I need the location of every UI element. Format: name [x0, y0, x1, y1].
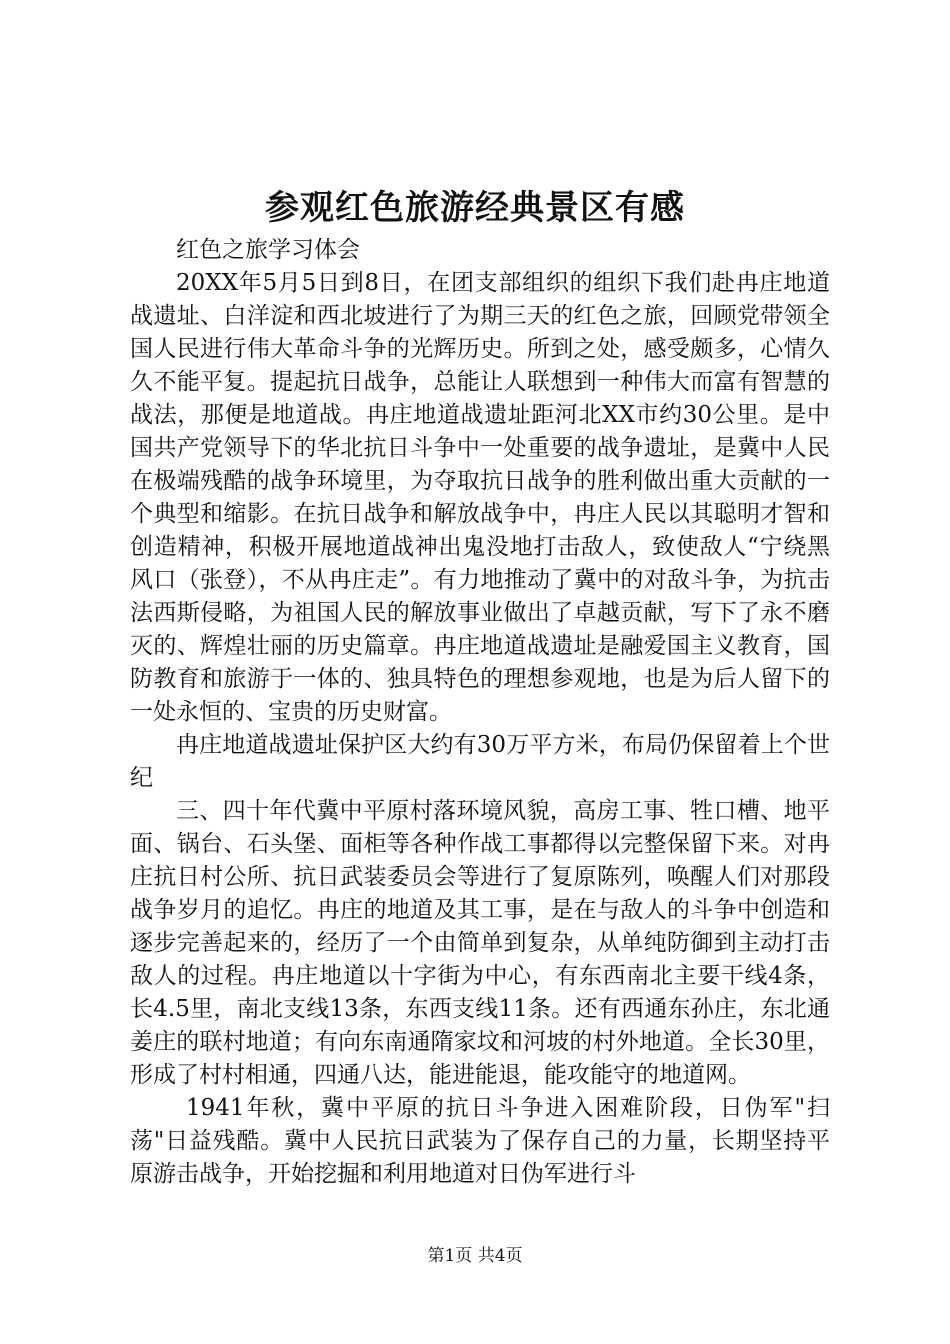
- paragraph-4: 1941年秋，冀中平原的抗日斗争进入困难阶段，日伪军"扫荡"日益残酷。冀中人民抗日武装为了保存自己的力量，长期坚持平原游击战争，开始挖掘和利用地道对日伪军进行斗: [130, 1095, 830, 1187]
- paragraph-subtitle: 红色之旅学习体会: [176, 237, 360, 263]
- document-title: 参观红色旅游经典景区有感: [265, 188, 685, 228]
- document-body: [130, 234, 830, 1191]
- paragraph-2: 冉庄地道战遗址保护区大约有30万平方米，布局仍保留着上个世纪: [130, 732, 830, 791]
- paragraph-1: 20XX年5月5日到8日，在团支部组织的组织下我们赴冉庄地道战遗址、白洋淀和西北坡进行了为期三天的红色之旅，回顾党带领全国人民进行伟大革命斗争的光辉历史。所到之处，感受颇多，心情久久不能平复。提起抗日战争，总能让人联想到一种伟大而富有智慧的战法，那便是地道战。冉庄地道战遗址距河北XX市约30公里。是中国共产党领导下的华北抗日斗争中一处重要的战争遗址，是冀中人民在极端残酷的战争环境里，为夺取抗日战争的胜利做出重大贡献的一个典型和缩影。在抗日战争和解放战争中，冉庄人民以其聪明才智和创造精神，积极开展地道战神出鬼没地打击敌人，致使敌人“宁绕黑风口（张登），不从冉庄走”。有力地推动了冀中的对敌斗争，为抗击法西斯侵略，为祖国人民的解放事业做出了卓越贡献，写下了永不磨灭的、辉煌壮丽的历史篇章。冉庄地道战遗址是融爱国主义教育，国防教育和旅游于一体的、独具特色的理想参观地，也是为后人留下的一处永恒的、宝贵的历史财富。: [130, 270, 830, 725]
- paragraph-3: 三、四十年代冀中平原村落环境风貌，高房工事、牲口槽、地平面、锅台、石头堡、面柜等各种作战工事都得以完整保留下来。对冉庄抗日村公所、抗日武装委员会等进行了复原陈列，唤醒人们对那段战争岁月的追忆。冉庄的地道及其工事，是在与敌人的斗争中创造和逐步完善起来的，经历了一个由简单到复杂，从单纯防御到主动打击敌人的过程。冉庄地道以十字街为中心，有东西南北主要干线4条，长4.5里，南北支线13条，东西支线11条。还有西通东孙庄，东北通姜庄的联村地道；有向东南通隋家坟和河坡的村外地道。全长30里，形成了村村相通，四通八达，能进能退，能攻能守的地道网。: [130, 798, 830, 1088]
- page-footer: 第1页 共4页: [427, 1246, 523, 1266]
